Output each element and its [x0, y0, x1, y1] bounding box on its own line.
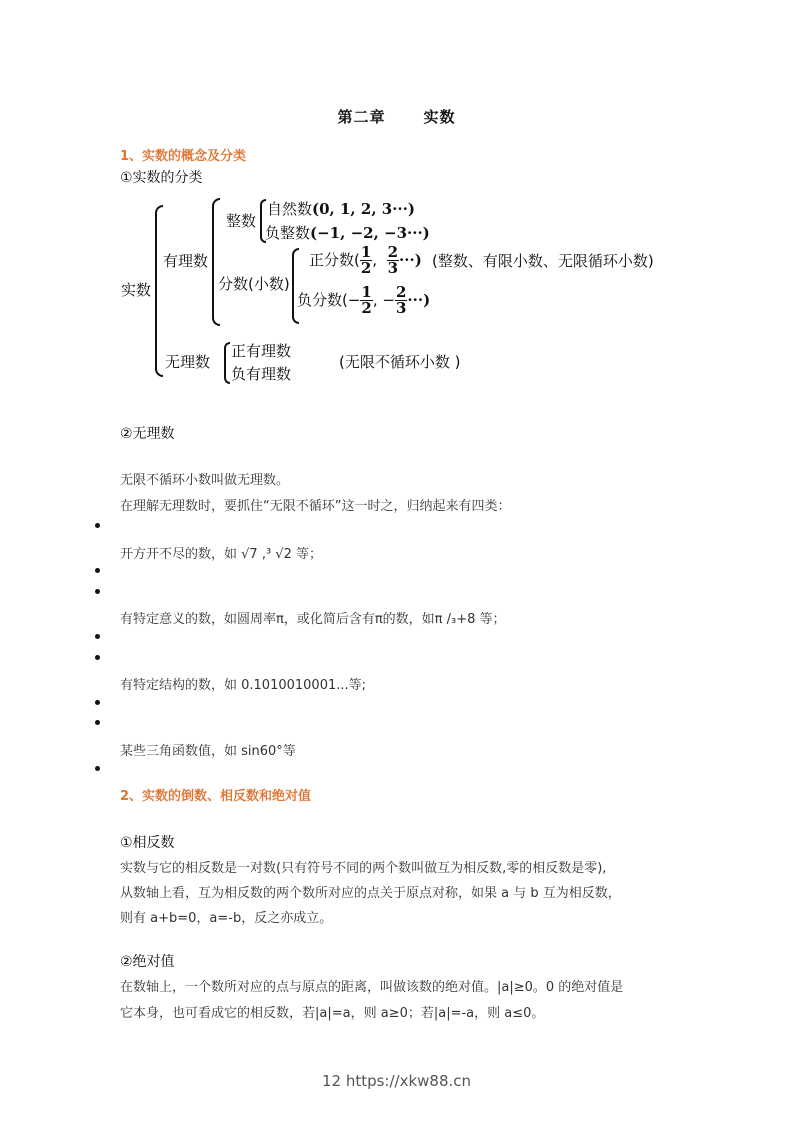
paragraph: 在理解无理数时，要抓住“无限不循环”这一时之，归纳起来有四类：: [120, 499, 511, 514]
diagram-root: 实数: [121, 281, 152, 299]
section-heading-2: 2、实数的倒数、相反数和绝对值: [120, 789, 312, 804]
diagram-neg-frac: 负分数(− $\frac{1}{2}$ , − $\frac{2}{3}$ ···): [297, 283, 431, 317]
brace-icon: [155, 205, 163, 377]
section-heading-1: 1、实数的概念及分类: [120, 149, 247, 164]
list-item: 有特定意义的数，如圆周率π，或化简后含有π的数，如π /₃+8 等；: [120, 612, 506, 627]
diagram-pos-frac: 正分数( $\frac{1}{2}$ , $\frac{2}{3}$ ···): [309, 243, 422, 277]
page-footer: 12 https://xkw88.cn: [321, 1072, 472, 1090]
diagram-pos-irr: 正有理数: [231, 342, 292, 360]
brace-icon: [224, 342, 230, 384]
subheading-absolute: ②绝对值: [120, 954, 175, 970]
paragraph: 无限不循环小数叫做无理数。: [120, 473, 290, 488]
chapter-name: 实数: [423, 108, 456, 126]
brace-icon: [212, 198, 220, 326]
diagram-irrational: 无理数: [165, 353, 211, 371]
diagram-fraction: 分数(小数): [218, 275, 290, 293]
bullet-icon: [95, 634, 100, 639]
paragraph-line: 则有 a+b=0，a=-b，反之亦成立。: [120, 911, 333, 926]
bullet-icon: [95, 720, 100, 725]
paragraph-line: 从数轴上看，互为相反数的两个数所对应的点关于原点对称，如果 a 与 b 互为相反数，: [120, 886, 621, 901]
diagram-integer: 整数: [226, 212, 257, 230]
list-item: 某些三角函数值，如 sin60°等: [120, 744, 296, 759]
bullet-icon: [95, 523, 100, 528]
diagram-neg-irr: 负有理数: [231, 365, 292, 383]
chapter-label: 第二章: [337, 108, 386, 126]
bullet-icon: [95, 655, 100, 660]
diagram-rational-note: (整数、有限小数、无限循环小数): [432, 252, 654, 270]
paragraph-line: 它本身，也可看成它的相反数，若|a|=a，则 a≥0；若|a|=-a，则 a≤0。: [120, 1006, 545, 1021]
diagram-neg-int: 负整数(−1, −2, −3···): [265, 224, 430, 242]
bullet-icon: [95, 700, 100, 705]
paragraph-line: 在数轴上，一个数所对应的点与原点的距离，叫做该数的绝对值。|a|≥0。0 的绝对值是: [120, 980, 624, 995]
subheading-opposite: ①相反数: [120, 835, 175, 851]
page-title: [0, 106, 793, 127]
diagram-rational: 有理数: [163, 252, 209, 270]
list-item: 开方开不尽的数，如 √7 ,³ √2 等；: [120, 547, 322, 562]
paragraph-line: 实数与它的相反数是一对数(只有符号不同的两个数叫做互为相反数,零的相反数是零),: [120, 861, 607, 876]
diagram-natural: 自然数(0, 1, 2, 3···): [267, 200, 415, 218]
subheading-classification: ①实数的分类: [120, 170, 203, 186]
subheading-irrational: ②无理数: [120, 426, 175, 442]
bullet-icon: [95, 568, 100, 573]
bullet-icon: [95, 589, 100, 594]
list-item: 有特定结构的数，如 0.1010010001...等;: [120, 678, 367, 693]
bullet-icon: [95, 766, 100, 771]
diagram-irrational-note: (无限不循环小数 ): [339, 353, 461, 371]
